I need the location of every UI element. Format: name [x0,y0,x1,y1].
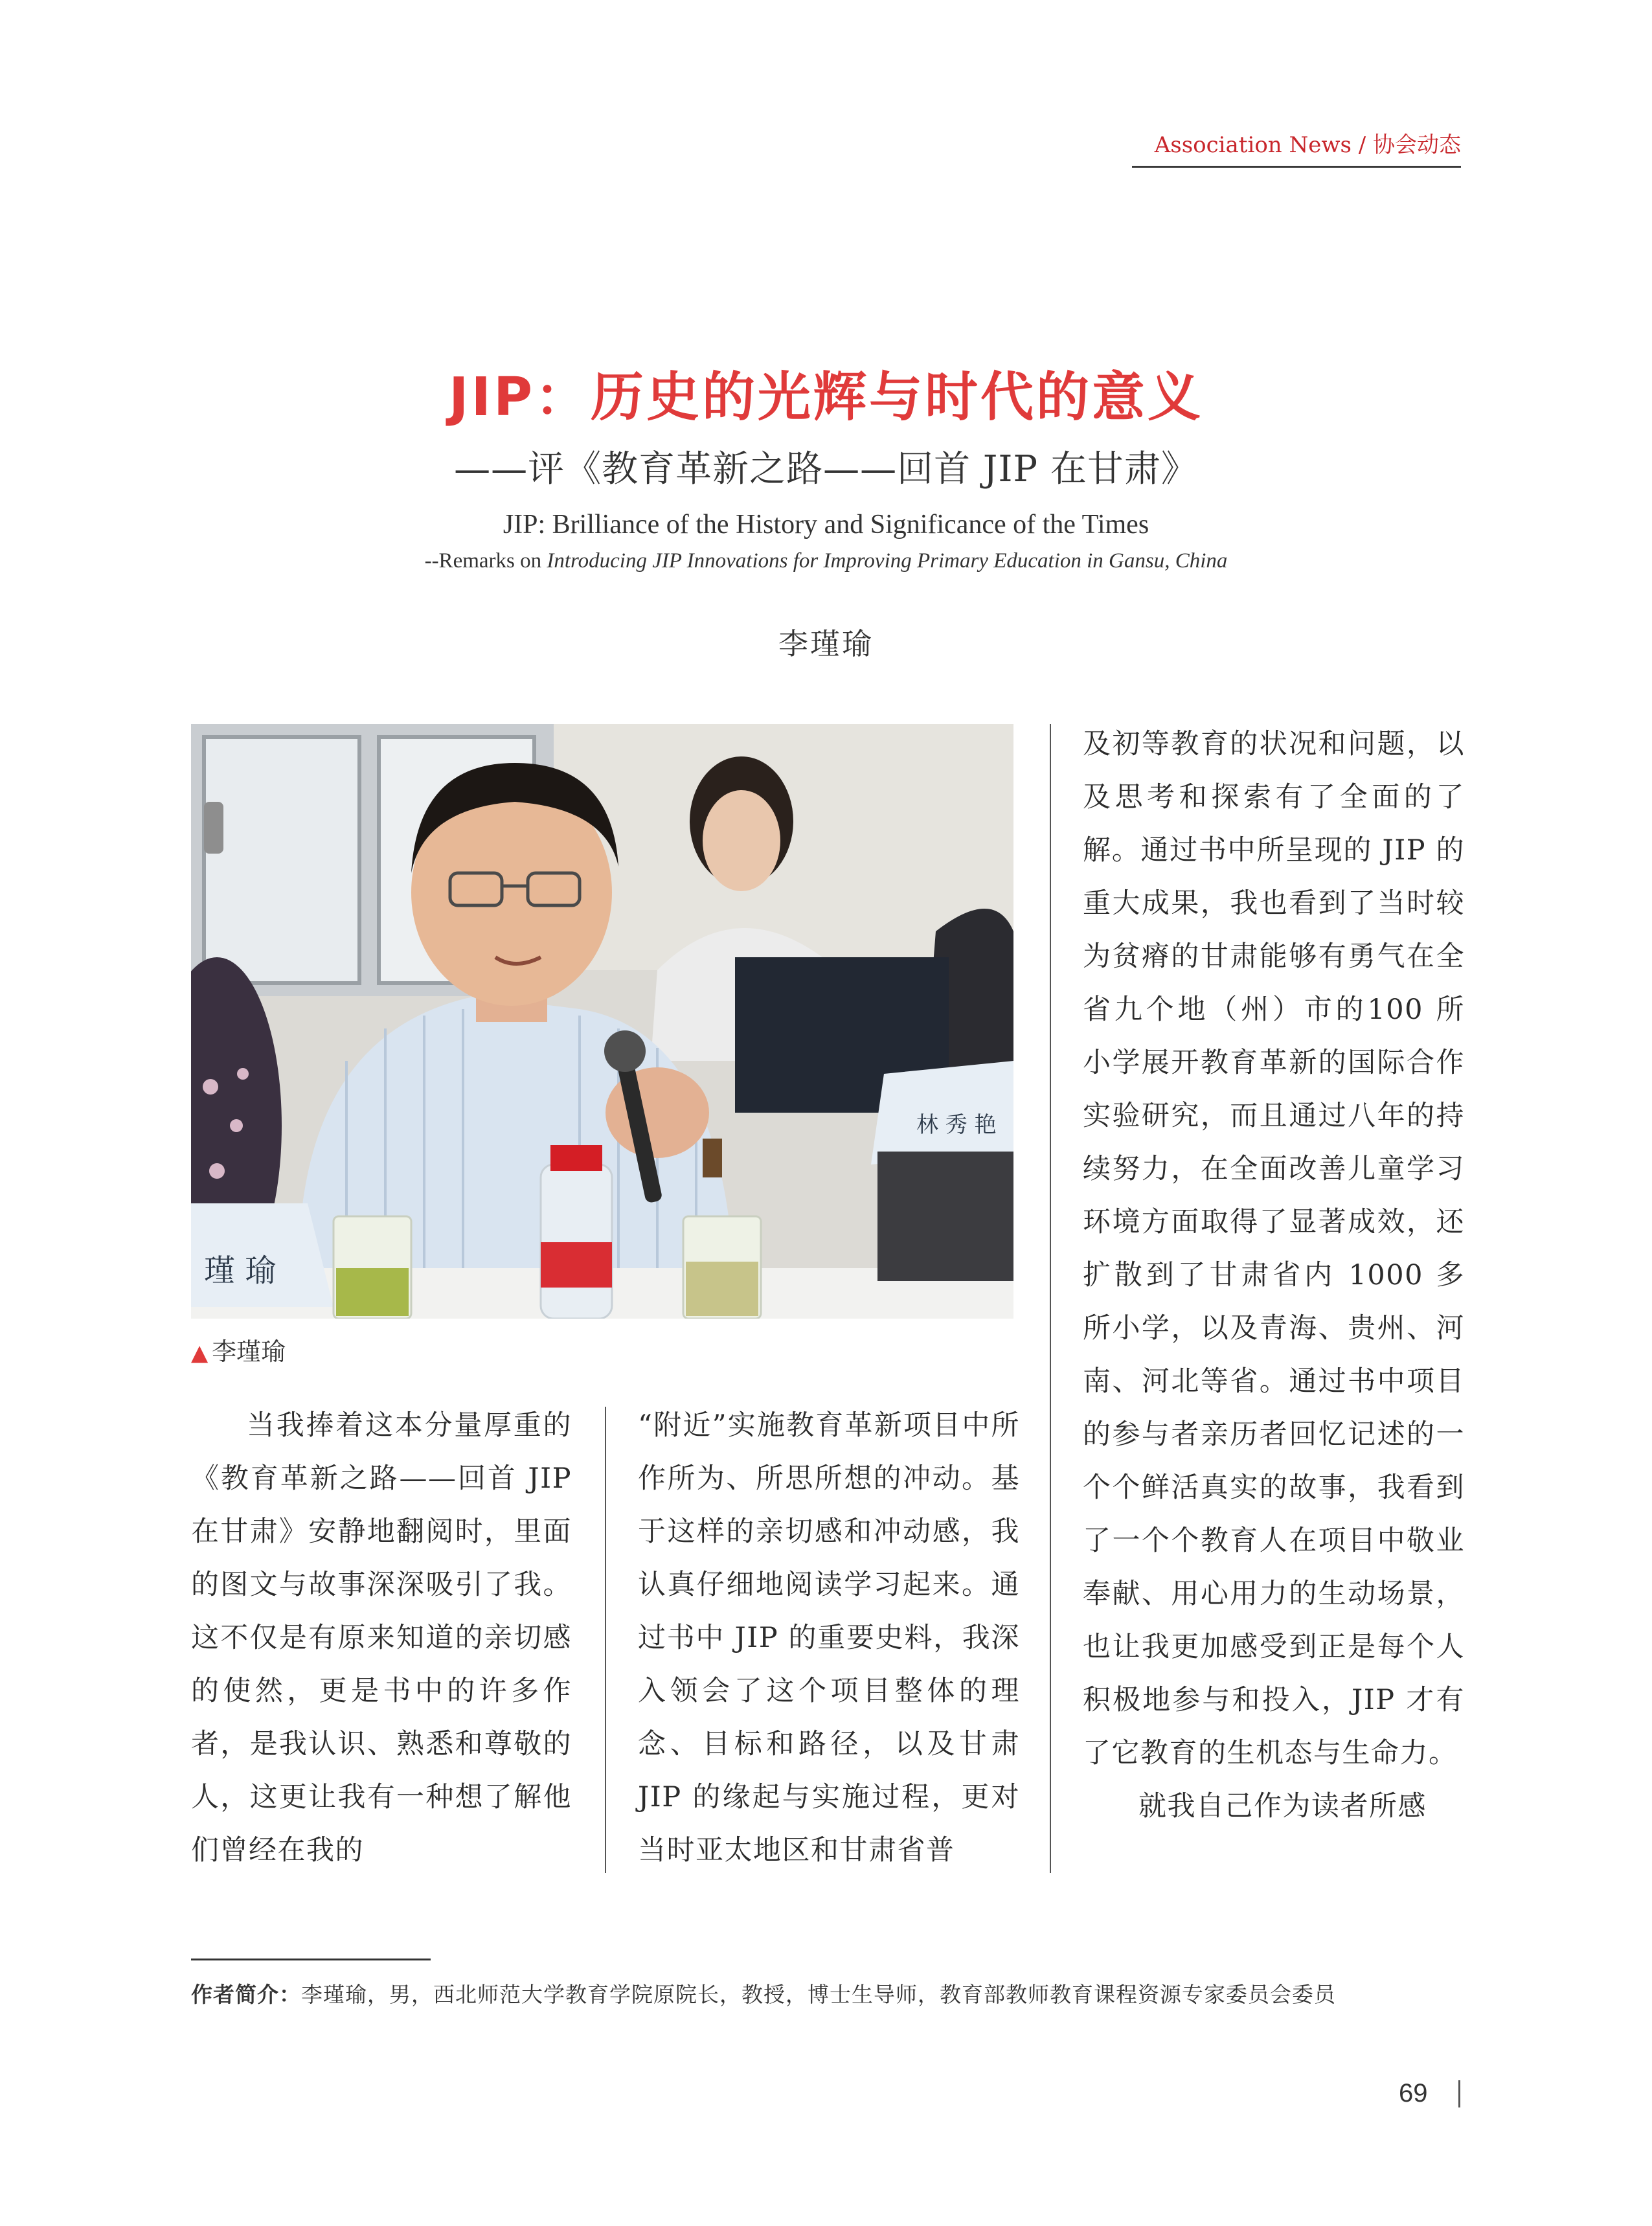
body-column-3 [1083,718,1465,1833]
author-photo [191,724,1013,1319]
article-title-en: JIP: Brilliance of the History and Significance of the Times [503,510,1149,539]
footnote-rule [191,1959,431,1960]
body-column-1 [191,1399,572,1877]
caption-text: 李瑾瑜 [212,1337,286,1366]
body-paragraph: 就我自己作为读者所感 [1138,1790,1427,1823]
subtitle-en-prefix: --Remarks on [424,549,547,573]
column-divider-1 [605,1407,606,1873]
footnote-text: 李瑾瑜，男，西北师范大学教育学院原院长，教授，博士生导师，教育部教师教育课程资源专家委员会委员 [301,1982,1336,2007]
article-author: 李瑾瑜 [778,626,874,661]
section-label: Association News / 协会动态 [1154,132,1461,158]
body-column-2 [638,1399,1020,1877]
author-footnote [191,1978,1336,2008]
photo-illustration [191,724,1013,1319]
column-divider-2 [1050,724,1051,1873]
header-rule [1132,166,1461,168]
body-paragraph: “附近”实施教育革新项目中所作所为、所思所想的冲动。基于这样的亲切感和冲动感，我认真仔细地阅读学习起来。通过书中 JIP 的重要史料，我深入领会了这个项目整体的理念、目标和路径，以及甘肃 JIP 的缘起与实施过程，更对当时亚太地区和甘肃省普 [638,1409,1020,1867]
body-paragraph: 及初等教育的状况和问题，以及思考和探索有了全面的了解。通过书中所呈现的 JIP 的重大成果，我也看到了当时较为贫瘠的甘肃能够有勇气在全省九个地（州）市的100 所小学展开教育革新的国际合作实验研究，而且通过八年的持续努力，在全面改善儿童学习环境方面取得了显著成效，还扩散到了甘肃省内 1000 多所小学，以及青海、贵州、河南、河北等省。通过书中项目的参与者亲历者回忆记述的一个个鲜活真实的故事，我看到了一个个教育人在项目中敬业奉献、用心用力的生动场景，也让我更加感受到正是每个人积极地参与和投入，JIP 才有了它教育的生机态与生命力。 [1083,728,1465,1769]
nameplate-right-text: 林 秀 艳 [916,1112,997,1138]
page-number: 69 [1399,2079,1428,2107]
body-paragraph: 当我捧着这本分量厚重的《教育革新之路——回首 JIP 在甘肃》安静地翻阅时，里面的图文与故事深深吸引了我。这不仅是有原来知道的亲切感的使然，更是书中的许多作者，是我认识、熟悉和尊敬的人，这更让我有一种想了解他们曾经在我的 [191,1409,572,1867]
nameplate-left-text: 瑾 瑜 [204,1253,277,1289]
article-subtitle-cn: ——评《教育革新之路——回首 JIP 在甘肃》 [454,448,1198,490]
footnote-label: 作者简介： [191,1982,301,2007]
page-number-bar [1458,2080,1460,2107]
article-subtitle-en [0,549,1652,573]
article-title-cn: JIP：历史的光辉与时代的意义 [448,367,1204,428]
caption-triangle-icon: ▲ [191,1340,209,1366]
photo-caption [191,1332,286,1367]
subtitle-en-book-title: Introducing JIP Innovations for Improving Primary Education in Gansu, China [547,549,1228,573]
